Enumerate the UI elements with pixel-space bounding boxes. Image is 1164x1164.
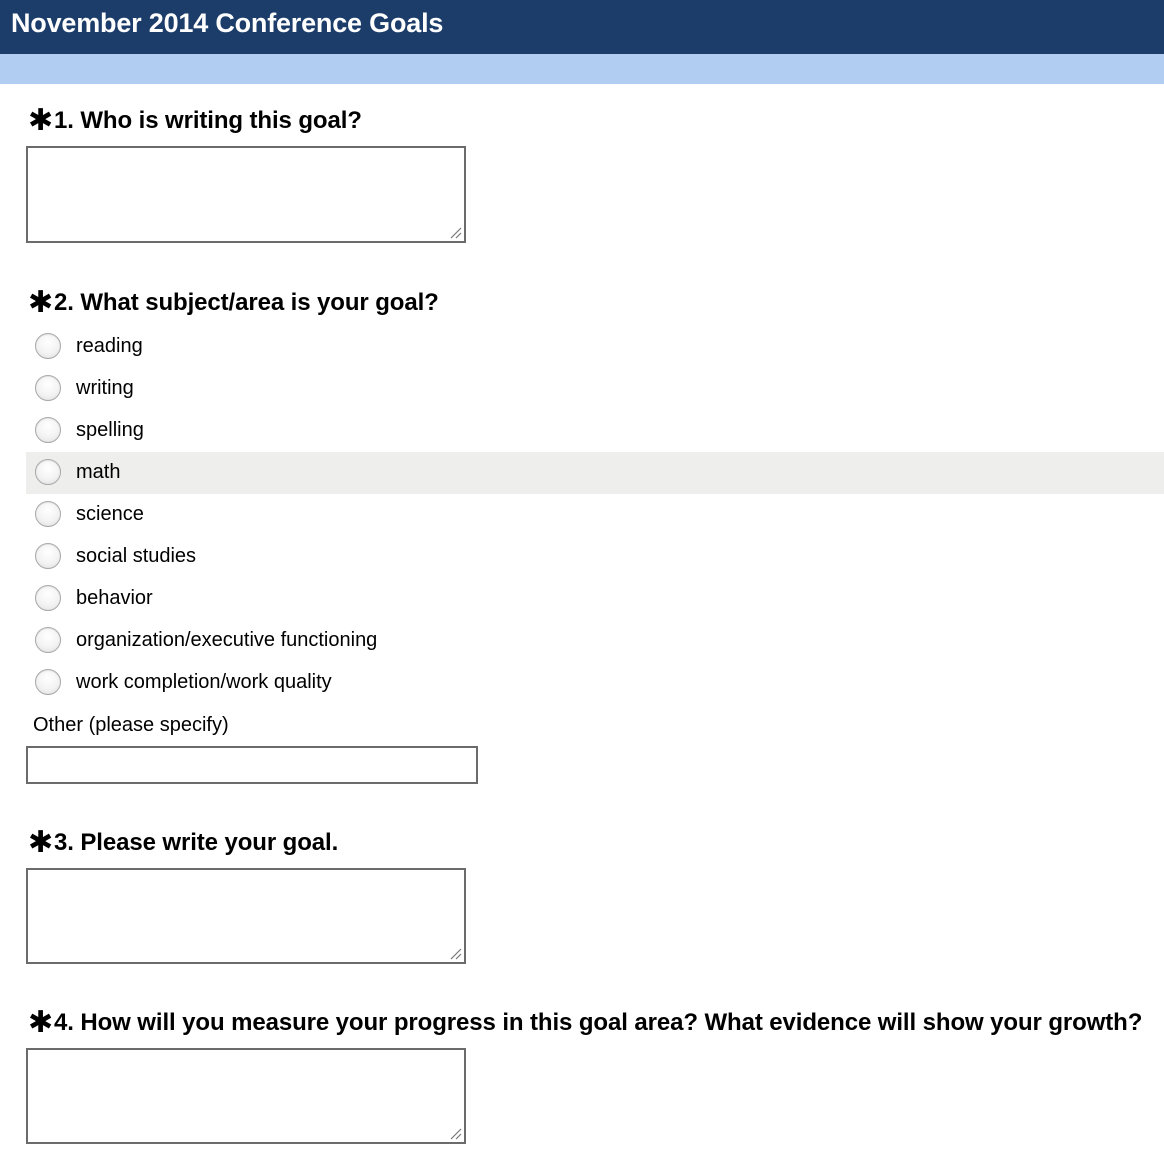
subject-option-behavior[interactable] — [26, 578, 1164, 620]
radio-button[interactable] — [35, 459, 61, 485]
radio-button[interactable] — [35, 333, 61, 359]
question-2-title — [28, 288, 439, 318]
radio-button[interactable] — [35, 543, 61, 569]
option-label[interactable]: organization/executive functioning — [76, 629, 378, 651]
required-asterisk-icon: ✱ — [28, 826, 54, 859]
option-label[interactable]: work completion/work quality — [76, 671, 332, 693]
radio-button[interactable] — [35, 501, 61, 527]
who-is-writing-textarea[interactable] — [26, 146, 466, 243]
option-label[interactable]: behavior — [76, 587, 153, 609]
measure-progress-textarea[interactable] — [26, 1048, 466, 1144]
option-label[interactable]: spelling — [76, 419, 144, 441]
subject-option-reading[interactable] — [26, 326, 1164, 368]
question-2-label: 2. What subject/area is your goal? — [54, 289, 439, 316]
subject-option-math[interactable] — [26, 452, 1164, 494]
question-4-label: 4. How will you measure your progress in this goal area? What evidence will show your growth? — [54, 1009, 1143, 1036]
question-1-title — [28, 106, 362, 136]
option-label[interactable]: reading — [76, 335, 143, 357]
required-asterisk-icon: ✱ — [28, 1006, 54, 1039]
radio-button[interactable] — [35, 627, 61, 653]
question-4-title — [28, 1008, 1142, 1038]
other-specify-input[interactable] — [26, 746, 478, 784]
option-label[interactable]: math — [76, 461, 121, 483]
other-specify-label: Other (please specify) — [33, 714, 229, 736]
question-1-label: 1. Who is writing this goal? — [54, 107, 362, 134]
subject-option-organization[interactable] — [26, 620, 1164, 662]
header-subbar — [0, 54, 1164, 84]
write-goal-textarea[interactable] — [26, 868, 466, 964]
required-asterisk-icon: ✱ — [28, 286, 54, 319]
resize-grip-icon[interactable] — [450, 948, 462, 960]
radio-button[interactable] — [35, 669, 61, 695]
subject-option-science[interactable] — [26, 494, 1164, 536]
subject-option-social-studies[interactable] — [26, 536, 1164, 578]
resize-grip-icon[interactable] — [450, 1128, 462, 1140]
radio-button[interactable] — [35, 417, 61, 443]
required-asterisk-icon: ✱ — [28, 104, 54, 137]
subject-option-spelling[interactable] — [26, 410, 1164, 452]
subject-option-work-completion[interactable] — [26, 662, 1164, 704]
radio-button[interactable] — [35, 375, 61, 401]
survey-title: November 2014 Conference Goals — [11, 8, 444, 38]
question-3-title — [28, 828, 338, 858]
option-label[interactable]: social studies — [76, 545, 197, 567]
resize-grip-icon[interactable] — [450, 227, 462, 239]
question-3-label: 3. Please write your goal. — [54, 829, 339, 856]
subject-option-writing[interactable] — [26, 368, 1164, 410]
radio-button[interactable] — [35, 585, 61, 611]
survey-header — [0, 0, 1164, 54]
option-label[interactable]: science — [76, 503, 144, 525]
option-label[interactable]: writing — [76, 377, 134, 399]
